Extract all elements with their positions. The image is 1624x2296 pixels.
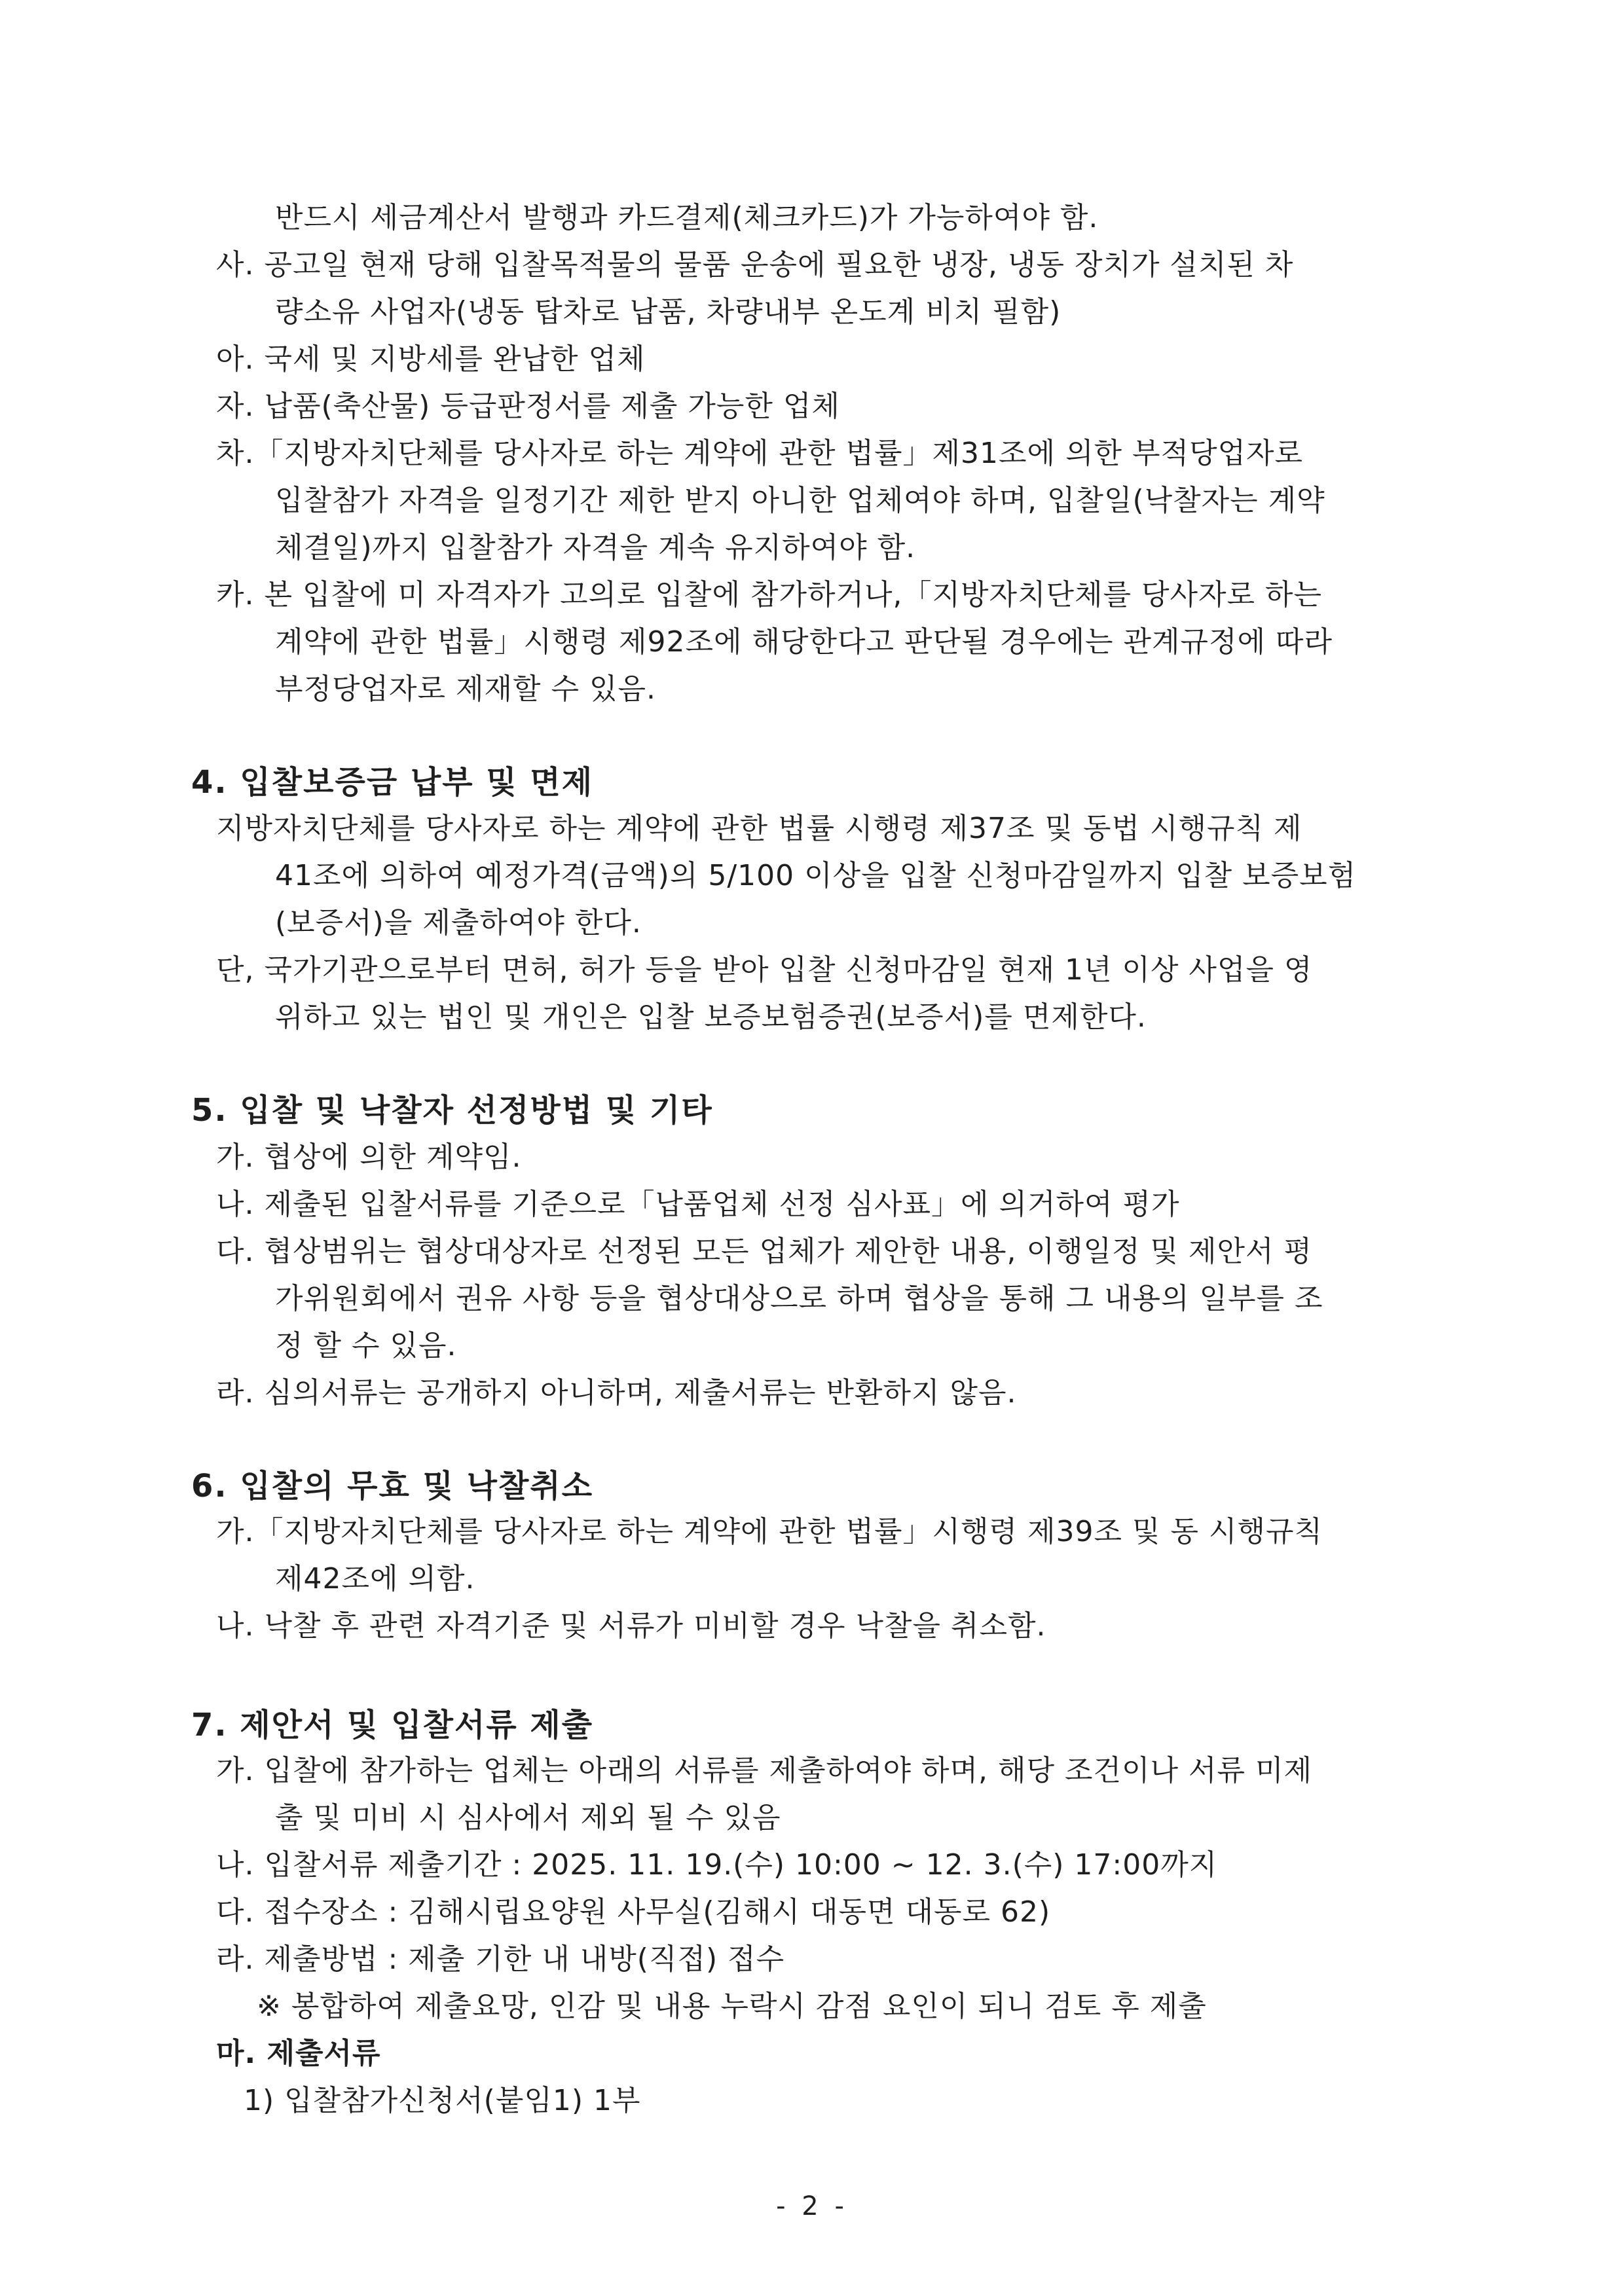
text-line: 입찰참가 자격을 일정기간 제한 받지 아니한 업체여야 하며, 입찰일(낙찰자는 계약 [275,484,1325,517]
list-item-na: 나. 제출된 입찰서류를 기준으로「납품업체 선정 심사표」에 의거하여 평가 [216,1188,1180,1221]
note-line: ※ 봉합하여 제출요망, 인감 및 내용 누락시 감점 요인이 되니 검토 후 제출 [257,1990,1207,2023]
list-item-da: 다. 협상범위는 협상대상자로 선정된 모든 업체가 제안한 내용, 이행일정 및 제안서 평 [216,1235,1312,1268]
text-line: 반드시 세금계산서 발행과 카드결제(체크카드)가 가능하여야 함. [275,201,1099,234]
list-item-ja: 자. 납품(축산물) 등급판정서를 제출 가능한 업체 [216,390,840,423]
text-line: 계약에 관한 법률」시행령 제92조에 해당한다고 판단될 경우에는 관계규정에 따라 [275,625,1333,659]
page-number: - 2 - [776,2191,848,2221]
section-7-heading: 7. 제안서 및 입찰서류 제출 [191,1707,594,1743]
section-4-heading: 4. 입찰보증금 납부 및 면제 [191,764,594,801]
section-6-heading: 6. 입찰의 무효 및 낙찰취소 [191,1468,594,1504]
subheading-ma: 마. 제출서류 [216,2037,381,2070]
list-item-ga: 가. 입찰에 참가하는 업체는 아래의 서류를 제출하여야 하며, 해당 조건이나 서류 미제 [216,1754,1312,1787]
text-line: 체결일)까지 입찰참가 자격을 계속 유지하여야 함. [275,531,916,564]
text-line: 위하고 있는 법인 및 개인은 입찰 보증보험증권(보증서)를 면제한다. [275,1000,1147,1034]
text-line: 41조에 의하여 예정가격(금액)의 5/100 이상을 입찰 신청마감일까지 입찰 보증보험 [275,859,1357,892]
list-item-ka: 카. 본 입찰에 미 자격자가 고의로 입찰에 참가하거나,「지방자치단체를 당사자로 하는 [216,578,1322,611]
list-item-ra: 라. 제출방법 : 제출 기한 내 내방(직접) 접수 [216,1942,785,1976]
list-item-1: 1) 입찰참가신청서(붙임1) 1부 [244,2084,641,2117]
list-item-cha: 차.「지방자치단체를 당사자로 하는 계약에 관한 법률」제31조에 의한 부적당업자로 [216,437,1304,470]
text-line: 량소유 사업자(냉동 탑차로 납품, 차량내부 온도계 비치 필함) [275,295,1061,329]
list-item-na: 나. 낙찰 후 관련 자격기준 및 서류가 미비할 경우 낙찰을 취소함. [216,1609,1046,1643]
list-item-na: 나. 입찰서류 제출기간 : 2025. 11. 19.(수) 10:00 ~ 12. 3.(수) 17:00까지 [216,1848,1218,1882]
text-line: 단, 국가기관으로부터 면허, 허가 등을 받아 입찰 신청마감일 현재 1년 이상 사업을 영 [216,953,1313,987]
text-line: 출 및 미비 시 심사에서 제외 될 수 있음 [275,1801,781,1834]
list-item-ga: 가. 협상에 의한 계약임. [216,1140,522,1174]
text-line: (보증서)을 제출하여야 한다. [275,906,642,939]
text-line: 제42조에 의함. [275,1562,475,1595]
text-line: 부정당업자로 제재할 수 있음. [275,672,656,706]
section-5-heading: 5. 입찰 및 낙찰자 선정방법 및 기타 [191,1092,713,1129]
list-item-sa: 사. 공고일 현재 당해 입찰목적물의 물품 운송에 필요한 냉장, 냉동 장치가 설치된 차 [216,248,1294,282]
text-line: 지방자치단체를 당사자로 하는 계약에 관한 법률 시행령 제37조 및 동법 시행규칙 제 [216,812,1302,845]
list-item-da: 다. 접수장소 : 김해시립요양원 사무실(김해시 대동면 대동로 62) [216,1895,1051,1929]
text-line: 가위원회에서 권유 사항 등을 협상대상으로 하며 협상을 통해 그 내용의 일부를 조 [275,1282,1323,1315]
list-item-ga: 가.「지방자치단체를 당사자로 하는 계약에 관한 법률」시행령 제39조 및 동 시행규칙 [216,1515,1323,1548]
text-line: 정 할 수 있음. [275,1329,457,1362]
list-item-ra: 라. 심의서류는 공개하지 아니하며, 제출서류는 반환하지 않음. [216,1376,1017,1410]
list-item-a: 아. 국세 및 지방세를 완납한 업체 [216,342,646,376]
